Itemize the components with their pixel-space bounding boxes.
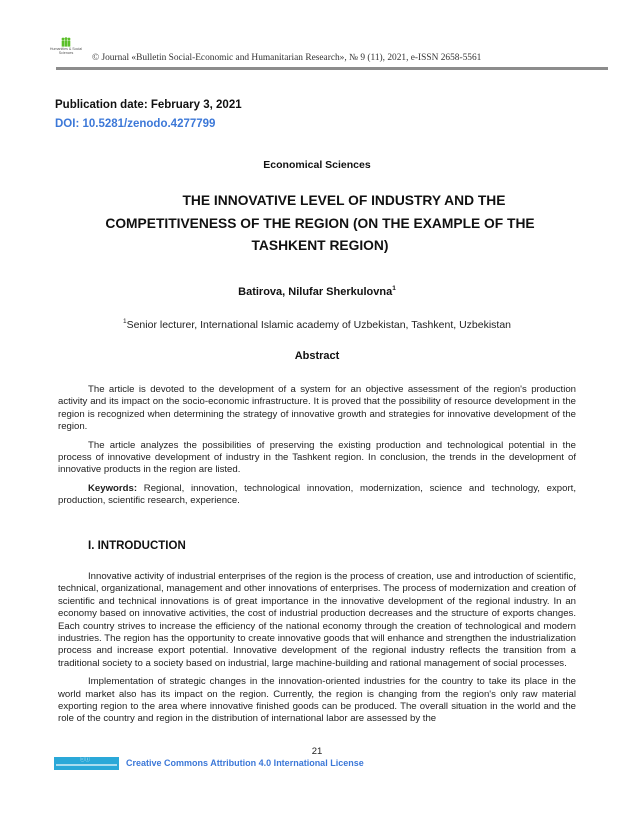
journal-logo xyxy=(48,37,84,65)
introduction-heading: I. INTRODUCTION xyxy=(88,540,186,552)
article-title xyxy=(80,190,560,258)
page-number: 21 xyxy=(311,746,323,757)
journal-citation: © Journal «Bulletin Social-Economic and Humanitarian Research», № 9 (11), 2021, e-ISSN 2658-5561 xyxy=(92,53,482,63)
cc-badge-text xyxy=(56,764,117,766)
publication-date: Publication date: February 3, 2021 xyxy=(55,99,242,111)
keywords xyxy=(58,483,576,508)
people-logo-icon xyxy=(60,37,72,47)
doi-link[interactable]: DOI: 10.5281/zenodo.4277799 xyxy=(55,118,216,130)
affiliation-text: Senior lecturer, International Islamic academy of Uzbekistan, Tashkent, Uzbekistan xyxy=(126,319,512,331)
journal-header xyxy=(48,37,608,71)
introduction-body xyxy=(58,571,576,732)
introduction-paragraph: Implementation of strategic changes in the innovation-oriented industries for the country to take its place in the world market also has its impact on the region. Currently, the region is changing from the region's only raw material exporting region to the area where innovative finished goods can be produced. The overall situation in the world and the role of the country and region in the distribution of international labor are assessed by the xyxy=(58,676,576,725)
logo-text: Humanities & Social Sciences xyxy=(49,47,83,55)
affiliation-footnote-mark: 1 xyxy=(122,318,127,325)
keywords-list: Regional, innovation, technological innovation, modernization, science and technology, export, production, scientific research, experience. xyxy=(58,482,576,507)
title-line: THE INNOVATIVE LEVEL OF INDUSTRY AND THE xyxy=(182,193,506,208)
title-line: TASHKENT REGION) xyxy=(251,238,389,253)
title-line: COMPETITIVENESS OF THE REGION (ON THE EXAMPLE OF THE xyxy=(105,215,535,231)
abstract-body xyxy=(58,384,576,514)
author-name: Batirova, Nilufar Sherkulovna xyxy=(238,286,393,298)
abstract-paragraph: The article is devoted to the development of a system for an objective assessment of the region's production activity and its impact on the socio-economic infrastructure. It is proved that the possibility of resource development in the region is recognized when determining the strategy of innovative growth and strategies for innovative development of the region. xyxy=(58,384,576,433)
header-divider xyxy=(56,67,608,70)
abstract-heading: Abstract xyxy=(294,350,340,362)
cc-by-icon: ⓒⓘ xyxy=(80,757,91,763)
keywords-label: Keywords: xyxy=(88,482,138,494)
license-link[interactable]: Creative Commons Attribution 4.0 International License xyxy=(126,758,364,768)
affiliation xyxy=(0,318,634,331)
author xyxy=(0,285,634,298)
abstract-paragraph: The article analyzes the possibilities of preserving the existing production and technological potential in the process of innovative development of industry in the Tashkent region. In conclusion, the trends in the development of innovative products in the region are listed. xyxy=(58,439,576,476)
cc-license-badge[interactable] xyxy=(54,757,119,770)
author-footnote-mark: 1 xyxy=(392,285,396,292)
section-name: Economical Sciences xyxy=(263,159,371,171)
introduction-paragraph: Innovative activity of industrial enterprises of the region is the process of creation, use and introduction of scientific, technical, organizational, management and other innovations of enterprises. The process of modernization and creation of scientific and technical innovations is of great importance in the innovative development of the regional industry. In an economy based on innovative activities, the cost of industrial production decreases and the structure of exports changes. Each country strives to increase the efficiency of the national economy through the creation of technological and modern industries. The region has the opportunity to create innovative goods that will enhance and strengthen the industrialization process and increase export potential. Innovative development of the regional industry reflects the transition from a traditional society to a society based on industrial, large machine-building and rational management of social processes. xyxy=(58,571,576,669)
